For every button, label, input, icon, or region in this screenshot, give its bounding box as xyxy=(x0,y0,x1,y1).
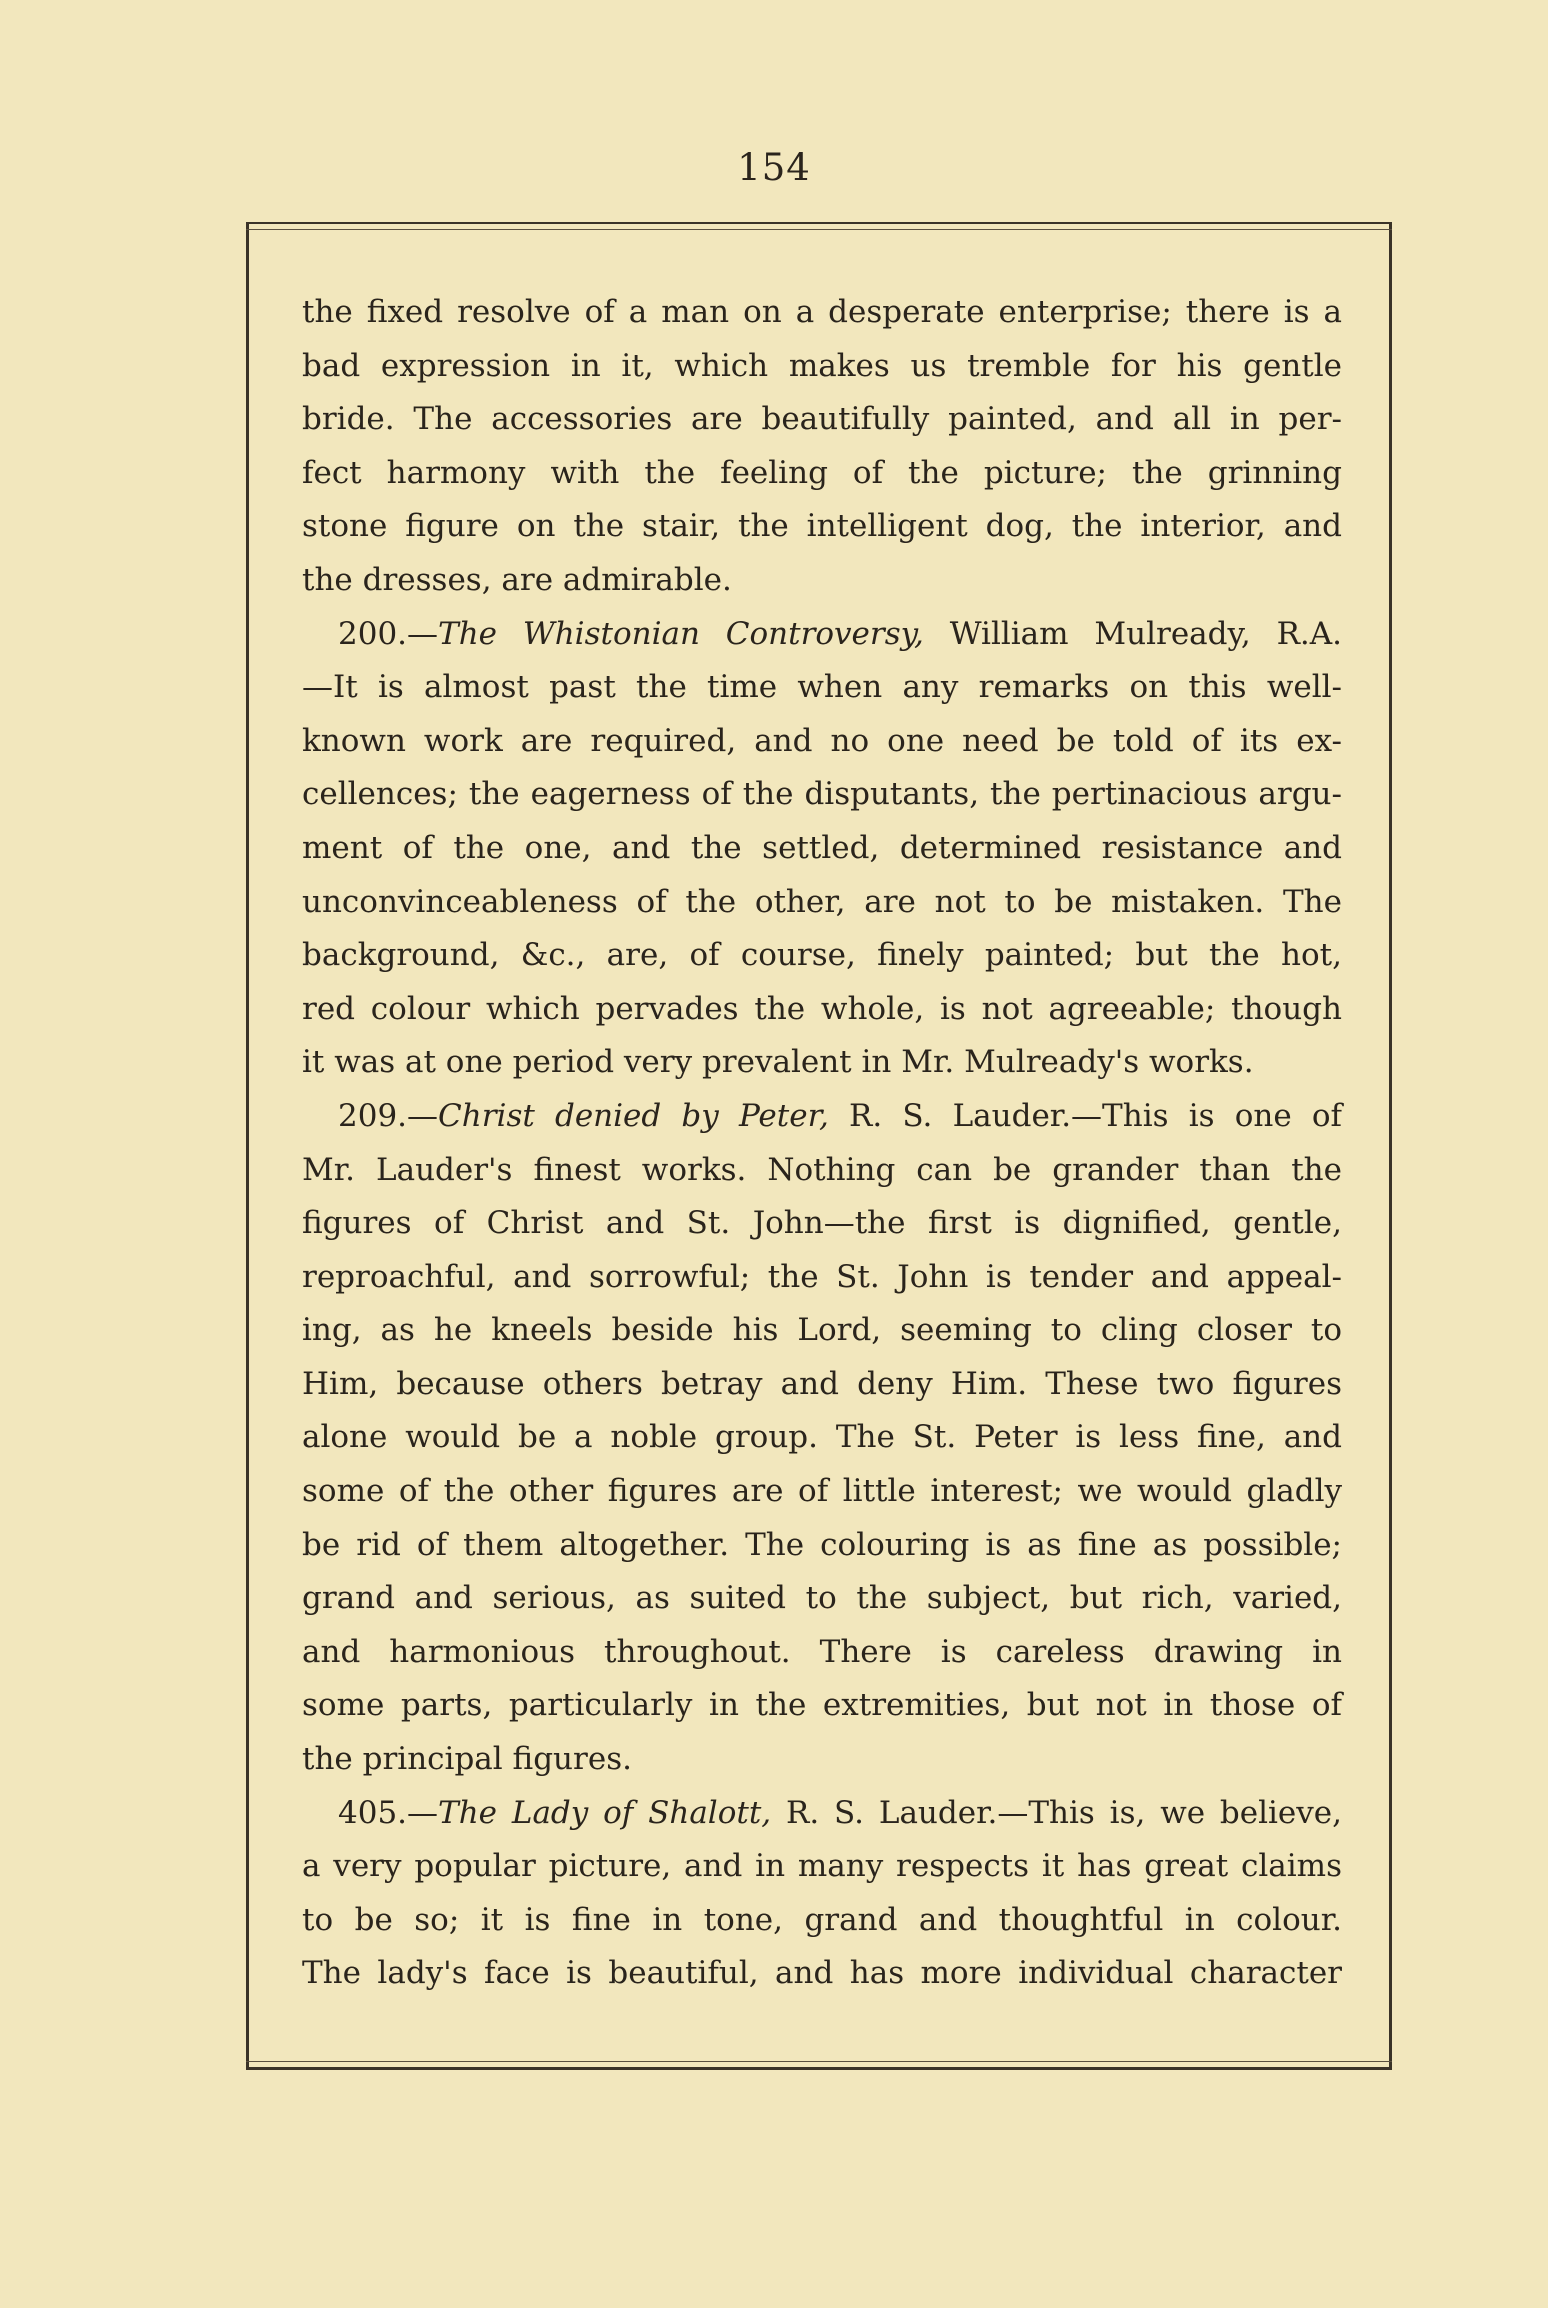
page-number: 154 xyxy=(737,146,811,189)
text-segment: the fixed resolve of a man on a desperate enterprise; there is a xyxy=(302,294,1342,330)
text-segment: Him, because others betray and deny Him. These two figures xyxy=(302,1365,1342,1402)
text-segment: the dresses, are admirable. xyxy=(302,561,732,598)
text-segment: some parts, particularly in the extremities, but not in those of xyxy=(302,1687,1342,1724)
text-segment: the principal figures. xyxy=(302,1741,632,1778)
text-segment: bad expression in it, which makes us tremble for his gentle xyxy=(302,347,1342,384)
text-segment: unconvinceableness of the other, are not to be mistaken. The xyxy=(302,883,1342,920)
text-segment: known work are required, and no one need be told of its ex- xyxy=(302,722,1342,759)
text-segment: R. S. Lauder.—This is, we believe, xyxy=(771,1794,1342,1831)
text-line xyxy=(302,1947,1342,2001)
text-segment: stone figure on the stair, the intelligent dog, the interior, and xyxy=(302,508,1342,545)
text-segment: red colour which pervades the whole, is not agreeable; though xyxy=(302,990,1342,1027)
text-segment: bride. The accessories are beautifully painted, and all in per- xyxy=(302,401,1342,438)
text-segment: a very popular picture, and in many respects it has great claims xyxy=(302,1848,1342,1885)
text-segment: reproachful, and sorrowful; the St. John is tender and appeal- xyxy=(302,1258,1342,1295)
text-segment: The lady's face is beautiful, and has more individual character xyxy=(302,1955,1342,1992)
text-line xyxy=(302,1144,1342,1198)
text-segment: alone would be a noble group. The St. Peter is less fine, and xyxy=(302,1419,1342,1456)
text-segment: grand and serious, as suited to the subject, but rich, varied, xyxy=(302,1580,1342,1617)
italic-title: The Lady of Shalott, xyxy=(438,1794,772,1831)
text-segment: cellences; the eagerness of the disputants, the pertinacious argu- xyxy=(302,776,1342,813)
text-segment: 209.— xyxy=(338,1097,439,1134)
text-line xyxy=(302,1733,1342,1787)
text-line xyxy=(302,768,1342,822)
text-line xyxy=(302,876,1342,930)
text-line xyxy=(302,286,1342,340)
text-line xyxy=(302,1626,1342,1680)
body-text xyxy=(302,286,1342,2001)
text-segment: some of the other figures are of little interest; we would gladly xyxy=(302,1473,1342,1510)
text-line xyxy=(302,1787,1342,1841)
text-segment: fect harmony with the feeling of the picture; the grinning xyxy=(302,454,1342,491)
text-line xyxy=(302,983,1342,1037)
text-line xyxy=(302,661,1342,715)
text-segment: it was at one period very prevalent in Mr. Mulready's works. xyxy=(302,1044,1254,1081)
text-line xyxy=(302,500,1342,554)
text-line xyxy=(302,393,1342,447)
text-line xyxy=(302,1304,1342,1358)
text-segment: 200.— xyxy=(338,615,439,652)
text-line xyxy=(302,554,1342,608)
text-segment: background, &c., are, of course, finely painted; but the hot, xyxy=(302,937,1342,974)
text-line xyxy=(302,1465,1342,1519)
text-segment: Mr. Lauder's finest works. Nothing can be grander than the xyxy=(302,1151,1342,1188)
text-segment: figures of Christ and St. John—the first is dignified, gentle, xyxy=(302,1205,1342,1242)
text-line xyxy=(302,1679,1342,1733)
text-line xyxy=(302,1090,1342,1144)
text-line xyxy=(302,340,1342,394)
text-segment: R. S. Lauder.—This is one of xyxy=(828,1097,1342,1134)
text-segment: to be so; it is fine in tone, grand and thoughtful in colour. xyxy=(302,1901,1342,1938)
text-line xyxy=(302,1251,1342,1305)
text-line xyxy=(302,608,1342,662)
italic-title: The Whistonian Controversy, xyxy=(438,615,924,652)
italic-title: Christ denied by Peter, xyxy=(438,1097,829,1134)
text-line xyxy=(302,1036,1342,1090)
text-segment: —It is almost past the time when any remarks on this well- xyxy=(302,669,1342,706)
text-line xyxy=(302,1519,1342,1573)
text-line xyxy=(302,1411,1342,1465)
text-line xyxy=(302,929,1342,983)
text-segment: William Mulready, R.A. xyxy=(923,615,1343,652)
text-segment: ment of the one, and the settled, determined resistance and xyxy=(302,829,1342,866)
text-line xyxy=(302,822,1342,876)
text-line xyxy=(302,1840,1342,1894)
text-line xyxy=(302,715,1342,769)
text-segment: ing, as he kneels beside his Lord, seeming to cling closer to xyxy=(302,1312,1342,1349)
text-line xyxy=(302,1572,1342,1626)
text-segment: and harmonious throughout. There is careless drawing in xyxy=(302,1633,1342,1670)
text-line xyxy=(302,1358,1342,1412)
text-segment: 405.— xyxy=(338,1794,439,1831)
text-line xyxy=(302,1894,1342,1948)
text-line xyxy=(302,1197,1342,1251)
text-segment: be rid of them altogether. The colouring is as fine as possible; xyxy=(302,1526,1342,1563)
text-line xyxy=(302,447,1342,501)
